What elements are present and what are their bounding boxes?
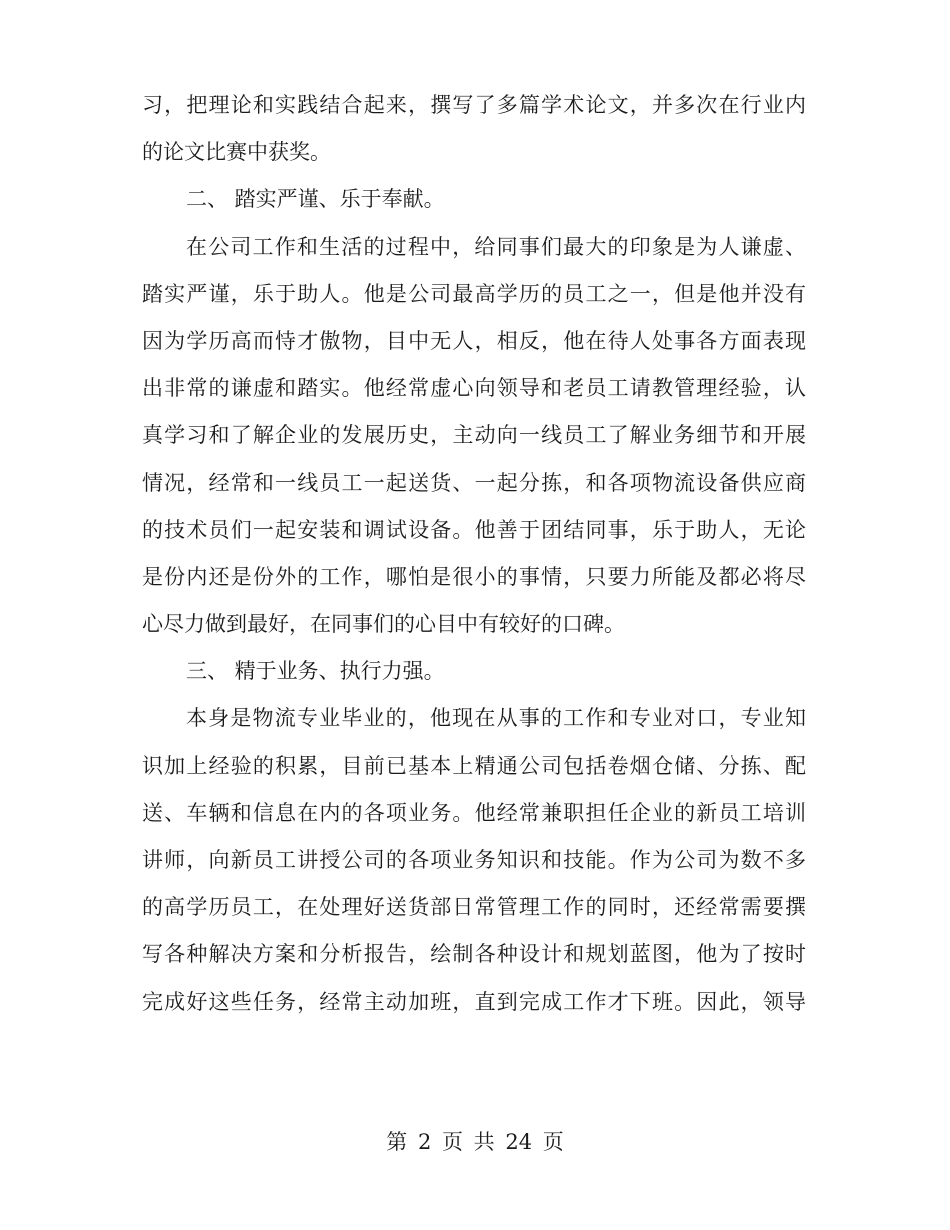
text-line: 写各种解决方案和分析报告，绘制各种设计和规划蓝图，他为了按时 (142, 942, 806, 967)
section-heading: 三、 精于业务、执行力强。 (186, 659, 445, 684)
text-line: 是份内还是份外的工作，哪怕是很小的事情，只要力所能及都必将尽 (142, 564, 806, 589)
text-line: 踏实严谨，乐于助人。他是公司最高学历的员工之一，但是他并没有 (142, 281, 806, 306)
text-line: 因为学历高而恃才傲物，目中无人，相反，他在待人处事各方面表现 (142, 328, 806, 353)
text-line: 识加上经验的积累，目前已基本上精通公司包括卷烟仓储、分拣、配 (142, 753, 806, 778)
text-line: 在公司工作和生活的过程中，给同事们最大的印象是为人谦虚、 (186, 234, 806, 259)
text-line: 讲师，向新员工讲授公司的各项业务知识和技能。作为公司为数不多 (142, 848, 806, 872)
text-line: 本身是物流专业毕业的，他现在从事的工作和专业对口，专业知 (186, 706, 806, 731)
text-line: 习，把理论和实践结合起来，撰写了多篇学术论文，并多次在行业内 (142, 93, 806, 117)
section-heading: 二、 踏实严谨、乐于奉献。 (186, 187, 445, 212)
text-line: 的论文比赛中获奖。 (142, 140, 331, 165)
text-line: 情况，经常和一线员工一起送货、一起分拣，和各项物流设备供应商 (142, 470, 806, 495)
text-line: 心尽力做到最好，在同事们的心目中有较好的口碑。 (142, 612, 625, 637)
page-number-footer: 第 2 页 共 24 页 (386, 1130, 564, 1154)
document-body (142, 82, 806, 1026)
text-line: 的高学历员工，在处理好送货部日常管理工作的同时，还经常需要撰 (142, 895, 806, 920)
text-line: 出非常的谦虚和踏实。他经常虚心向领导和老员工请教管理经验，认 (142, 376, 806, 401)
text-line: 真学习和了解企业的发展历史，主动向一线员工了解业务细节和开展 (142, 423, 806, 448)
text-line: 的技术员们一起安装和调试设备。他善于团结同事，乐于助人，无论 (142, 517, 806, 542)
text-line: 完成好这些任务，经常主动加班，直到完成工作才下班。因此，领导 (142, 989, 806, 1014)
text-line: 送、车辆和信息在内的各项业务。他经常兼职担任企业的新员工培训 (142, 800, 806, 825)
